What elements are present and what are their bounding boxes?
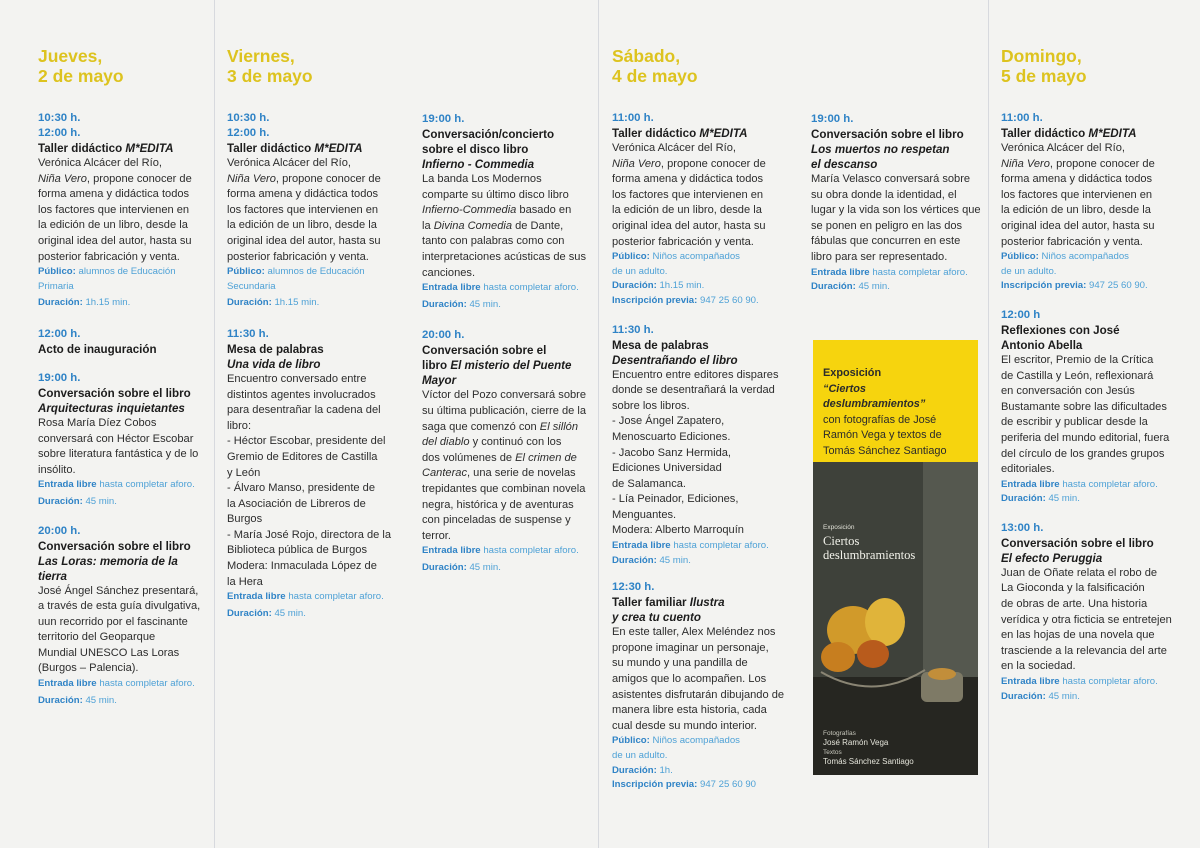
day-heading-friday: Viernes, 3 de mayo [227, 46, 313, 86]
event-puente-mayor: 20:00 h. Conversación sobre el libro El misterio del Puente Mayor Víctor del Pozo conversará sobre su última publicación, cierre de la saga que comenzó con El sillón del diablo y continuó con los dos volúmenes de El crimen de Canterac, una serie de novelas trepidantes que combinan novela negra, histórica y de aventuras con pinceladas de suspense y terror. Entrada libre hasta completar aforo. Duración: 45 min. [422, 329, 587, 573]
poster-still-life-illustration [813, 462, 978, 775]
column-saturday [612, 0, 790, 805]
event-efecto-peruggia: 13:00 h. Conversación sobre el libro El efecto Peruggia Juan de Oñate relata el robo de La Gioconda y la falsificación de obras de arte. Una historia verídica y otra ficticia se entretejen en las hojas de una novela que trasciende a la relevancia del arte en la sociedad. Entrada libre hasta completar aforo. Duración: 45 min. [1001, 521, 1172, 702]
event-title: Taller didáctico M*EDITA [38, 142, 174, 155]
exhibition-box: Exposición “Ciertos deslumbramientos” con fotografías de José Ramón Vega y textos de Tomás Sánchez Santiago [813, 340, 978, 462]
column-thursday [38, 0, 208, 720]
event-ilustra-cuento: 12:30 h. Taller familiar Ilustra y crea tu cuento En este taller, Alex Meléndez nos propone imaginar un personaje, su mundo y una pandilla de amigos que lo acompañen. Los asistentes disfrutarán dibujando de manera libre esta historia, cada cual desde su mundo interior. Público: Niños acompañados de un adulto. Duración: 1h. Inscripción previa: 947 25 60 90 [612, 581, 785, 791]
event-medita-workshop: 11:00 h. Taller didáctico M*EDITA Verónica Alcácer del Río, Niña Vero, propone conocer de forma amena y didáctica todos los factores que intervienen en la edición de un libro, desde la original idea del autor, hasta su posterior fabricación y venta. Público: Niños acompañados de un adulto. Inscripción previa: 947 25 60 90. [1001, 112, 1155, 292]
column-friday-evening [422, 112, 592, 587]
day-heading-saturday: Sábado, 4 de mayo [612, 46, 698, 86]
fold-line [598, 0, 599, 848]
event-inauguration: 12:00 h. Acto de inauguración [38, 327, 157, 356]
event-description: Verónica Alcácer del Río, Niña Vero, propone conocer de forma amena y didáctica todos los factores que intervienen en la edición de un libro, desde la original idea del autor, hasta su posterior fabricación y venta. [38, 157, 192, 263]
column-friday [227, 0, 405, 633]
event-mesa-de-palabras: 11:30 h. Mesa de palabras Una vida de libro Encuentro conversado entre distintos agentes involucrados para desentrañar la cadena del libro: - Héctor Escobar, presidente del Gremio de Editores de Castilla y León - Álvaro Manso, presidente de la Asociación de Libreros de Burgos - María José Rojo, directora de la Biblioteca pública de Burgos Modera: Inmaculada López de la Hera Entrada libre hasta completar aforo. Duración: 45 min. [227, 327, 392, 619]
event-reflexiones-abella: 12:00 h Reflexiones con José Antonio Abella El escritor, Premio de la Crítica de Castilla y León, reflexionará en conversación con Jesús Bustamante sobre las dificultades de escribir y publicar desde la periferia del mundo editorial, fuera del círculo de los grandes grupos editoriales. Entrada libre hasta completar aforo. Duración: 45 min. [1001, 308, 1170, 505]
column-sunday [1001, 0, 1187, 716]
event-las-loras: 20:00 h. Conversación sobre el libro Las Loras: memoria de la tierra José Ángel Sánchez presentará, a través de esta guía divulgativa, uun recorrido por el fascinante territorio del Geoparque Mundial UNESCO Las Loras (Burgos – Palencia). Entrada libre hasta completar aforo. Duración: 45 min. [38, 524, 201, 706]
event-medita-workshop: 10:30 h. 12:00 h. Taller didáctico M*EDITA Verónica Alcácer del Río, Niña Vero, propone conocer de forma amena y didáctica todos los factores que intervienen en la edición de un libro, desde la original idea del autor, hasta su posterior fabricación y venta. Público: alumnos de Educación Primaria Duración: 1h.15 min. [38, 111, 208, 311]
event-medita-workshop: 10:30 h. 12:00 h. Taller didáctico M*EDITA Verónica Alcácer del Río, Niña Vero, propone conocer de forma amena y didáctica todos los factores que intervienen en la edición de un libro, desde la original idea del autor, hasta su posterior fabricación y venta. Público: alumnos de Educación Secundaria Duración: 1h.15 min. [227, 112, 381, 309]
event-infierno-commedia: 19:00 h. Conversación/concierto sobre el disco libro Infierno - Commedia La banda Los Modernos comparte su último disco libro Infierno-Commedia basado en la Divina Comedia de Dante, tanto con palabras como con interpretaciones acústicas de sus canciones. Entrada libre hasta completar aforo. Duración: 45 min. [422, 113, 587, 310]
day-heading-sunday: Domingo, 5 de mayo [1001, 46, 1087, 86]
event-los-muertos: 19:00 h. Conversación sobre el libro Los muertos no respetan el descanso María Velasco conversará sobre su obra donde la identidad, el lugar y la vida son los vértices que se ponen en peligro en las dos fábulas que concurren en este libro para ser representado. Entrada libre hasta completar aforo. Duración: 45 min. [811, 113, 981, 293]
column-saturday-evening [811, 112, 981, 307]
fold-line [988, 0, 989, 848]
exhibition-poster-image: Exposición Ciertos deslumbramientos Fotografías José Ramón Vega Textos Tomás Sánchez Santiago [813, 462, 978, 775]
event-arquitecturas: 19:00 h. Conversación sobre el libro Arquitecturas inquietantes Rosa María Díez Cobos conversará con Héctor Escobar sobre literatura fantástica y de lo insólito. Entrada libre hasta completar aforo. Duración: 45 min. [38, 371, 199, 507]
fold-line [214, 0, 215, 848]
event-medita-workshop: 11:00 h. Taller didáctico M*EDITA Verónica Alcácer del Río, Niña Vero, propone conocer de forma amena y didáctica todos los factores que intervienen en la edición de un libro, desde la original idea del autor, hasta su posterior fabricación y venta. Público: Niños acompañados de un adulto. Duración: 1h.15 min. Inscripción previa: 947 25 60 90. [612, 112, 766, 306]
event-desentranando: 11:30 h. Mesa de palabras Desentrañando el libro Encuentro entre editores dispares donde se desentrañará la verdad sobre los libros. - Jose Ángel Zapatero, Menoscuarto Ediciones. - Jacobo Sanz Hermida, Ediciones Universidad de Salamanca. - Lía Peinador, Ediciones, Menguantes. Modera: Alberto Marroquín Entrada libre hasta completar aforo. Duración: 45 min. [612, 323, 779, 566]
day-heading-thursday: Jueves, 2 de mayo [38, 46, 124, 86]
